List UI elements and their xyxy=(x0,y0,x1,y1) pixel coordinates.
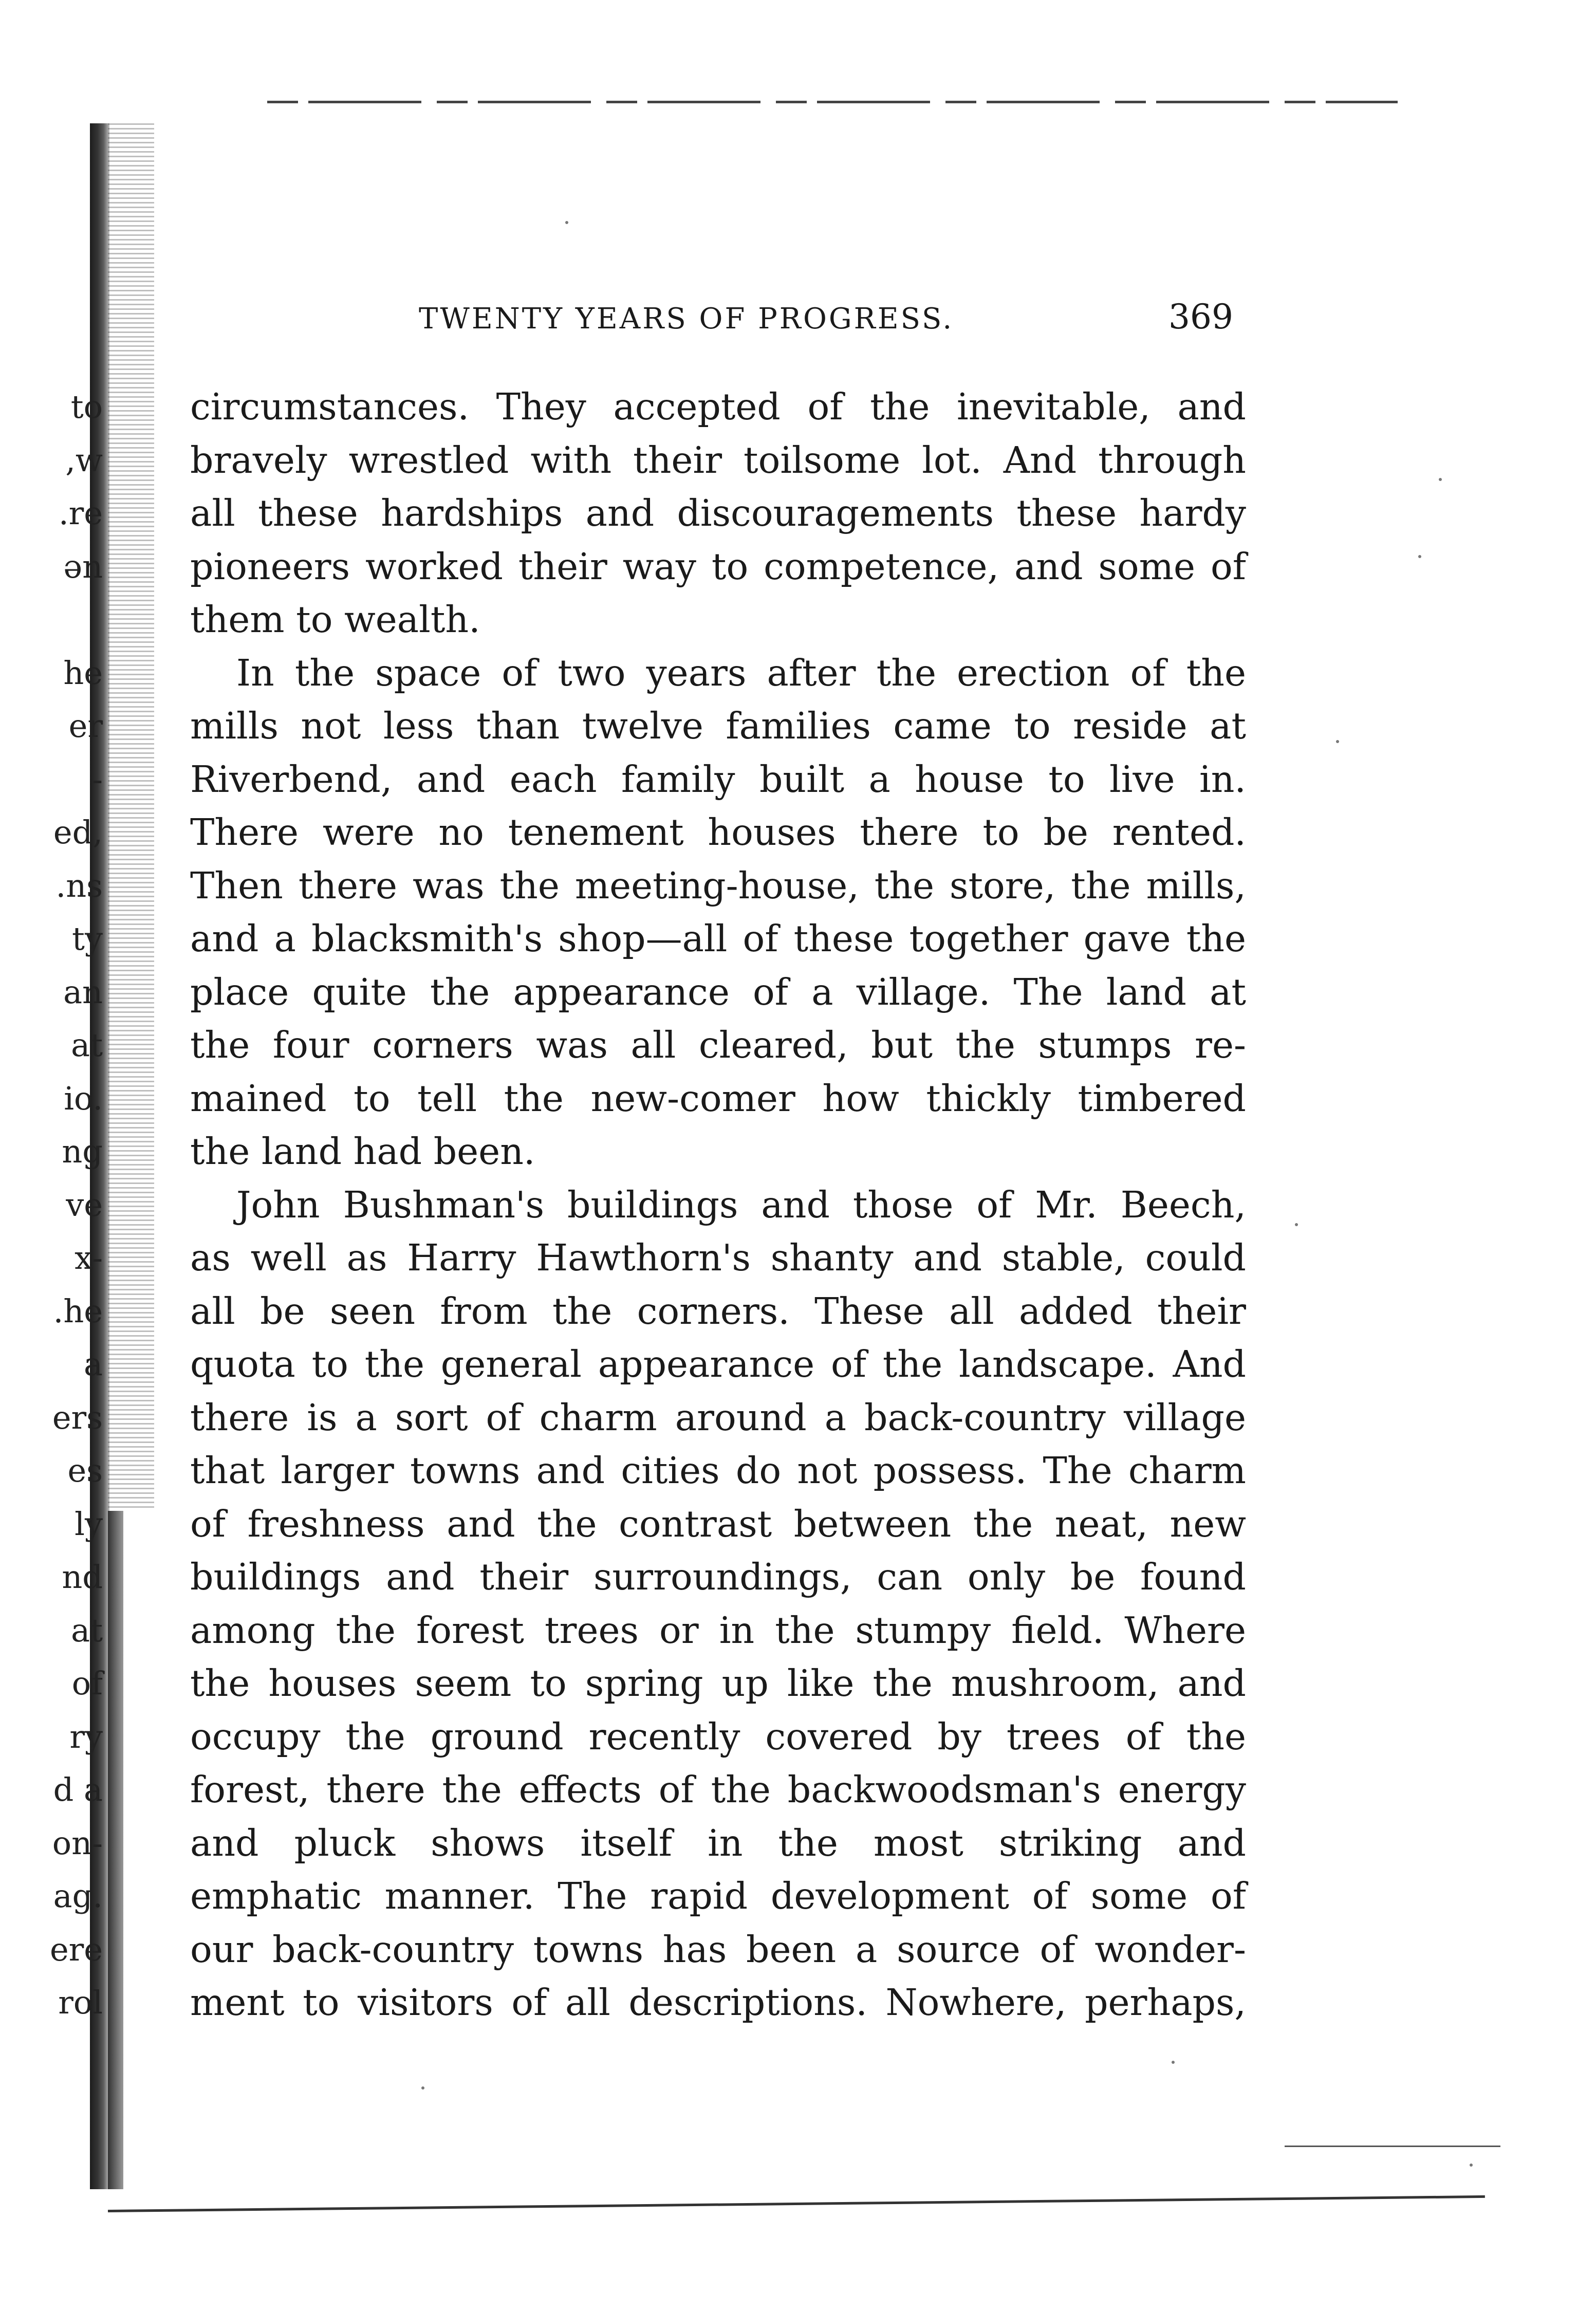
text-line: quota to the general appearance of the landscape. And xyxy=(190,1343,1246,1385)
margin-fragment: at xyxy=(71,1611,103,1649)
text-line: In the space of two years after the erection of the xyxy=(236,651,1246,694)
scan-speck xyxy=(1418,555,1421,558)
text-line: place quite the appearance of a village. The land at xyxy=(190,970,1246,1013)
margin-fragment: ng xyxy=(62,1133,103,1170)
paragraph-2 xyxy=(190,646,1246,1178)
margin-fragment: ag. xyxy=(53,1877,103,1915)
text-line: that larger towns and cities do not possess. The charm xyxy=(190,1449,1246,1492)
text-line: there is a sort of charm around a back-country village xyxy=(190,1396,1246,1439)
margin-fragment: ən xyxy=(63,547,103,585)
text-line: mained to tell the new-comer how thickly timbered xyxy=(190,1077,1246,1120)
body-text xyxy=(190,380,1246,2029)
margin-fragment: ed, xyxy=(53,814,103,851)
text-line: occupy the ground recently covered by trees of the xyxy=(190,1715,1246,1758)
text-line: emphatic manner. The rapid development of some of xyxy=(190,1875,1246,1917)
margin-fragment: - xyxy=(92,760,103,798)
text-line: all be seen from the corners. These all added their xyxy=(190,1289,1246,1333)
text-line: the land had been. xyxy=(190,1130,535,1173)
text-line: the houses seem to spring up like the mushroom, and xyxy=(190,1662,1246,1705)
text-line: Then there was the meeting-house, the store, the mills, xyxy=(190,864,1246,907)
margin-fragment: an xyxy=(63,973,103,1011)
scan-speck xyxy=(421,2086,424,2090)
bottom-scan-edge xyxy=(108,2195,1485,2212)
text-line: Riverbend, and each family built a house to live in. xyxy=(190,757,1246,801)
scan-speck xyxy=(1470,2164,1473,2167)
top-scan-edge xyxy=(267,101,1398,103)
scan-speck xyxy=(1336,740,1339,743)
margin-fragment: nd xyxy=(62,1558,103,1596)
margin-fragment: at xyxy=(71,1026,103,1064)
text-line: There were no tenement houses there to be rented. xyxy=(190,811,1246,854)
binding-edge xyxy=(108,1511,123,2189)
binding-texture xyxy=(108,123,154,1511)
text-line: forest, there the effects of the backwoodsman's energy xyxy=(190,1768,1246,1811)
margin-fragment: rol xyxy=(58,1984,103,2021)
text-line: and a blacksmith's shop—all of these together gave the xyxy=(190,917,1246,960)
paragraph-3 xyxy=(190,1178,1246,2029)
text-line: as well as Harry Hawthorn's shanty and stable, could xyxy=(190,1236,1246,1279)
margin-fragment: ere xyxy=(49,1930,103,1968)
running-head: TWENTY YEARS OF PROGRESS. xyxy=(419,302,954,336)
margin-fragment: ry xyxy=(69,1717,103,1755)
text-line: among the forest trees or in the stumpy field. Where xyxy=(190,1609,1246,1652)
scan-speck xyxy=(1439,478,1442,481)
margin-fragment: ty xyxy=(72,920,103,957)
margin-fragment: io. xyxy=(64,1079,103,1117)
scan-speck xyxy=(565,221,568,224)
text-line: the four corners was all cleared, but the stumps re- xyxy=(190,1024,1246,1066)
text-line: of freshness and the contrast between the neat, new xyxy=(190,1502,1246,1545)
margin-fragment: .re xyxy=(58,494,103,532)
text-line: mills not less than twelve families came to reside at xyxy=(190,705,1246,747)
text-line: and pluck shows itself in the most striking and xyxy=(190,1821,1246,1864)
margin-fragment: es xyxy=(67,1452,103,1489)
margin-fragment: ers xyxy=(52,1398,103,1436)
margin-fragment: ,w xyxy=(65,441,103,479)
text-line: our back-country towns has been a source of wonder- xyxy=(190,1928,1246,1971)
text-line: bravely wrestled with their toilsome lot. And through xyxy=(190,438,1246,482)
text-line: all these hardships and discouragements these hardy xyxy=(190,492,1246,534)
paragraph-1 xyxy=(190,380,1246,646)
scan-speck xyxy=(1172,2061,1175,2064)
margin-fragment: ve xyxy=(66,1186,103,1224)
text-line: circumstances. They accepted of the inevitable, and xyxy=(190,385,1246,428)
margin-fragment: he xyxy=(63,654,103,692)
margin-fragment: d a xyxy=(53,1771,103,1808)
text-line: John Bushman's buildings and those of Mr. Beech, xyxy=(236,1183,1246,1226)
margin-fragment: on- xyxy=(52,1824,103,1862)
bottom-scan-edge-right xyxy=(1285,2146,1500,2147)
margin-fragment: .he xyxy=(53,1292,103,1330)
margin-fragment: x- xyxy=(75,1239,103,1277)
margin-fragment xyxy=(15,593,103,646)
margin-fragment: ly xyxy=(75,1505,103,1543)
margin-fragment: .ns xyxy=(55,866,103,904)
text-line: pioneers worked their way to competence, and some of xyxy=(190,545,1246,588)
text-line: buildings and their surroundings, can only be found xyxy=(190,1556,1246,1598)
text-line: ment to visitors of all descriptions. Nowhere, perhaps, xyxy=(190,1981,1246,2024)
page-number: 369 xyxy=(1168,297,1233,337)
scan-speck xyxy=(1295,1223,1298,1226)
margin-fragment: to xyxy=(70,388,103,426)
margin-fragment: of xyxy=(71,1665,103,1702)
text-line: them to wealth. xyxy=(190,598,480,641)
margin-fragment: er xyxy=(68,707,103,745)
margin-fragment: a xyxy=(84,1345,103,1383)
facing-page-fragments xyxy=(15,380,103,2029)
page-header xyxy=(185,297,1233,343)
